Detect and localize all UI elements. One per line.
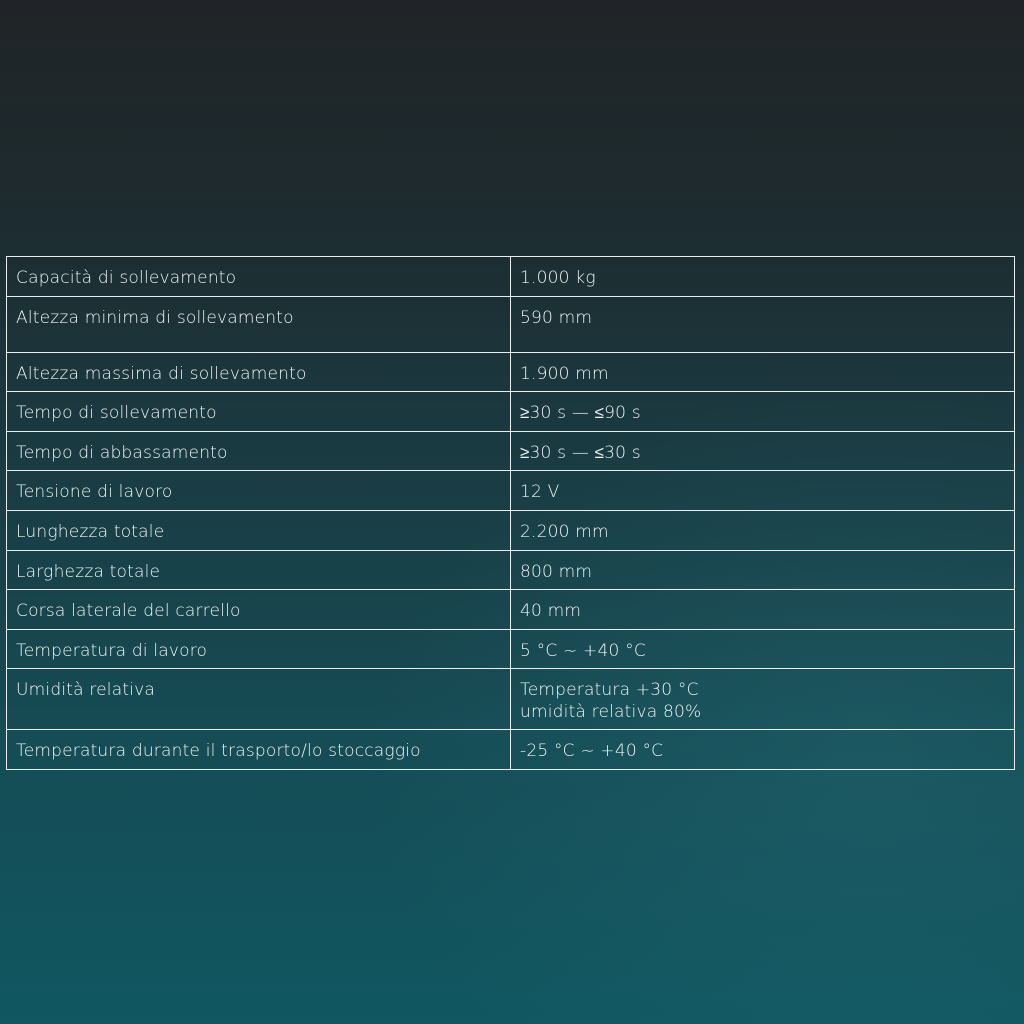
table-row: [7, 590, 1015, 630]
table-row: [7, 392, 1015, 432]
table-row: [7, 257, 1015, 297]
spec-value: 800 mm: [511, 550, 1015, 590]
spec-value: 1.900 mm: [511, 352, 1015, 392]
table-row: [7, 730, 1015, 770]
spec-value: ≥30 s — ≤30 s: [511, 431, 1015, 471]
spec-table: [6, 256, 1015, 770]
spec-label: Larghezza totale: [7, 550, 511, 590]
spec-value: 590 mm: [511, 296, 1015, 352]
spec-value: [511, 669, 1015, 730]
spec-value: 12 V: [511, 471, 1015, 511]
spec-value-line: Temperatura +30 °C: [520, 680, 699, 701]
spec-label: Altezza minima di sollevamento: [7, 296, 511, 352]
spec-label: Corsa laterale del carrello: [7, 590, 511, 630]
spec-value: 5 °C ~ +40 °C: [511, 629, 1015, 669]
table-row: [7, 629, 1015, 669]
spec-value-line: umidità relativa 80%: [520, 702, 702, 723]
table-row: [7, 471, 1015, 511]
table-row: [7, 669, 1015, 730]
spec-label: Tempo di sollevamento: [7, 392, 511, 432]
spec-value: 40 mm: [511, 590, 1015, 630]
spec-label: Tempo di abbassamento: [7, 431, 511, 471]
table-row: [7, 352, 1015, 392]
spec-value: -25 °C ~ +40 °C: [511, 730, 1015, 770]
spec-label: Capacità di sollevamento: [7, 257, 511, 297]
table-row: [7, 431, 1015, 471]
spec-label: Tensione di lavoro: [7, 471, 511, 511]
spec-value: 2.200 mm: [511, 510, 1015, 550]
spec-label: Altezza massima di sollevamento: [7, 352, 511, 392]
spec-value: 1.000 kg: [511, 257, 1015, 297]
spec-label: Lunghezza totale: [7, 510, 511, 550]
table-row: [7, 510, 1015, 550]
spec-label: Temperatura durante il trasporto/lo stoccaggio: [7, 730, 511, 770]
spec-label: Umidità relativa: [7, 669, 511, 730]
spec-label: Temperatura di lavoro: [7, 629, 511, 669]
spec-value: ≥30 s — ≤90 s: [511, 392, 1015, 432]
table-row: [7, 296, 1015, 352]
table-row: [7, 550, 1015, 590]
